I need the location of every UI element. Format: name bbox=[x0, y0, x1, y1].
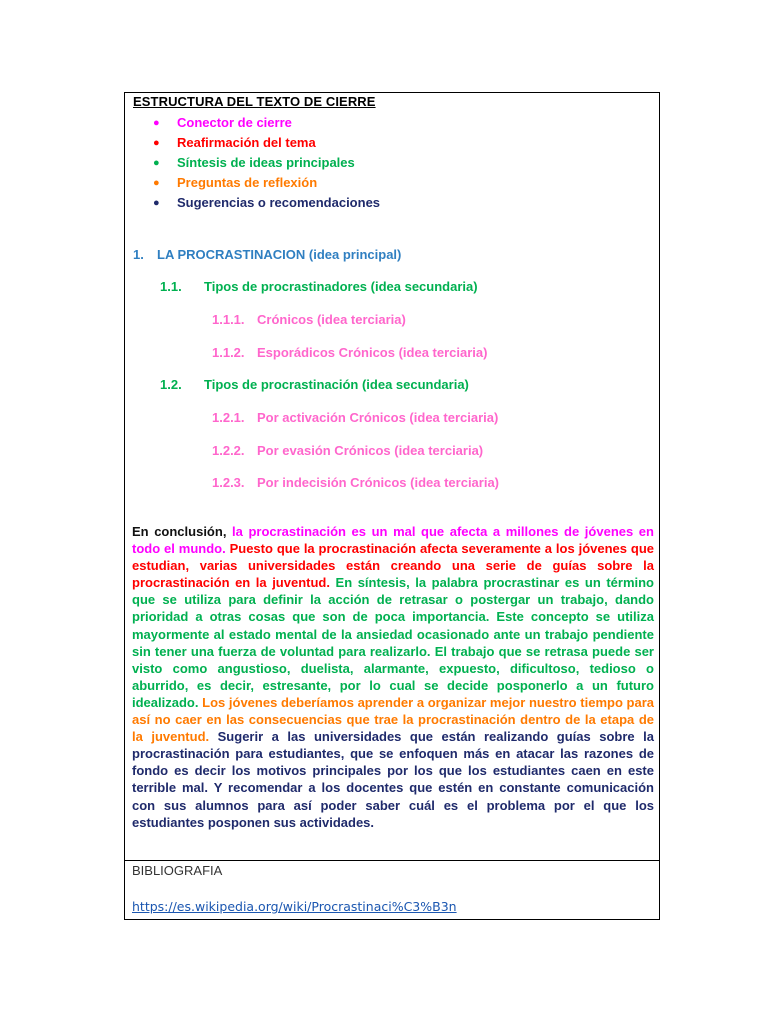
outline-level-2: 1.2. Tipos de procrastinación (idea secundaria) bbox=[160, 377, 469, 392]
bullet-icon: ● bbox=[153, 157, 160, 169]
list-item: ● Conector de cierre bbox=[135, 113, 380, 133]
reflection-text: Los jóvenes deberíamos aprender a organizar mejor nuestro tiempo para así no caer en las consecuencias que trae la procrastinación dentro de la etapa de la juventud. bbox=[132, 694, 654, 745]
bibliography-link[interactable]: https://es.wikipedia.org/wiki/Procrastinaci%C3%B3n bbox=[132, 899, 457, 914]
outline-level-3: 1.1.2. Esporádicos Crónicos (idea terciaria) bbox=[212, 345, 488, 360]
bullet-icon: ● bbox=[153, 177, 160, 189]
list-item: ● Reafirmación del tema bbox=[135, 133, 380, 153]
outline-level-3: 1.2.1. Por activación Crónicos (idea terciaria) bbox=[212, 410, 499, 425]
restatement-text: la procrastinación es un mal que afecta a millones de jóvenes en todo el mundo. bbox=[132, 524, 654, 557]
outline-level-3: 1.1.1. Crónicos (idea terciaria) bbox=[212, 312, 406, 327]
list-item: ● Síntesis de ideas principales bbox=[135, 153, 380, 173]
bullet-icon: ● bbox=[153, 137, 160, 149]
theme-text: Puesto que la procrastinación afecta severamente a los jóvenes que estudian, varias universidades están creando una serie de guías sobre la procrastinación en la juventud. bbox=[132, 541, 654, 591]
bullet-icon: ● bbox=[153, 197, 160, 209]
bibliography-title: BIBLIOGRAFIA bbox=[132, 863, 223, 878]
document-table bbox=[124, 92, 660, 920]
outline-level-3: 1.2.2. Por evasión Crónicos (idea terciaria) bbox=[212, 443, 484, 458]
page-title: ESTRUCTURA DEL TEXTO DE CIERRE bbox=[133, 94, 376, 109]
list-item: ● Sugerencias o recomendaciones bbox=[135, 193, 380, 213]
bibliography-cell bbox=[125, 861, 659, 919]
closing-connector: En conclusión, bbox=[132, 524, 233, 539]
bullet-icon: ● bbox=[153, 117, 160, 129]
suggestions-text: Sugerir a las universidades que están realizando guías sobre la procrastinación para estudiantes, que se enfoquen más en atacar las razones de fondo es decir los motivos principales por los que los estudiantes caen en este terrible mal. Y recomendar a los docentes que estén en constante comunicación con sus alumnos para así poder saber cuál es el problema por el que los estudiantes posponen sus actividades. bbox=[132, 729, 655, 830]
content-cell bbox=[125, 93, 659, 861]
list-item: ● Preguntas de reflexión bbox=[135, 173, 380, 193]
outline-level-1: 1. LA PROCRASTINACION (idea principal) bbox=[133, 247, 402, 262]
closing-paragraph bbox=[132, 523, 654, 831]
outline-level-3: 1.2.3. Por indecisión Crónicos (idea terciaria) bbox=[212, 475, 500, 490]
outline-level-2: 1.1. Tipos de procrastinadores (idea secundaria) bbox=[160, 279, 478, 294]
synthesis-text: En síntesis, la palabra procrastinar es un término que se utiliza para definir la acción de retrasar o postergar un trabajo, dando prioridad a otras cosas que son de poca importancia. Este concepto se utiliza mayormente al estado mental de la ansiedad ocasionado ante un trabajo pendiente sin tener una fuerza de voluntad para realizarlo. El trabajo que se retrasa puede ser visto como angustioso, duelista, alarmante, expuesto, dificultoso, tedioso o aburrido, es decir, estresante, por lo cual se decide posponerlo a un futuro idealizado. bbox=[132, 575, 654, 710]
structure-list bbox=[135, 113, 380, 213]
